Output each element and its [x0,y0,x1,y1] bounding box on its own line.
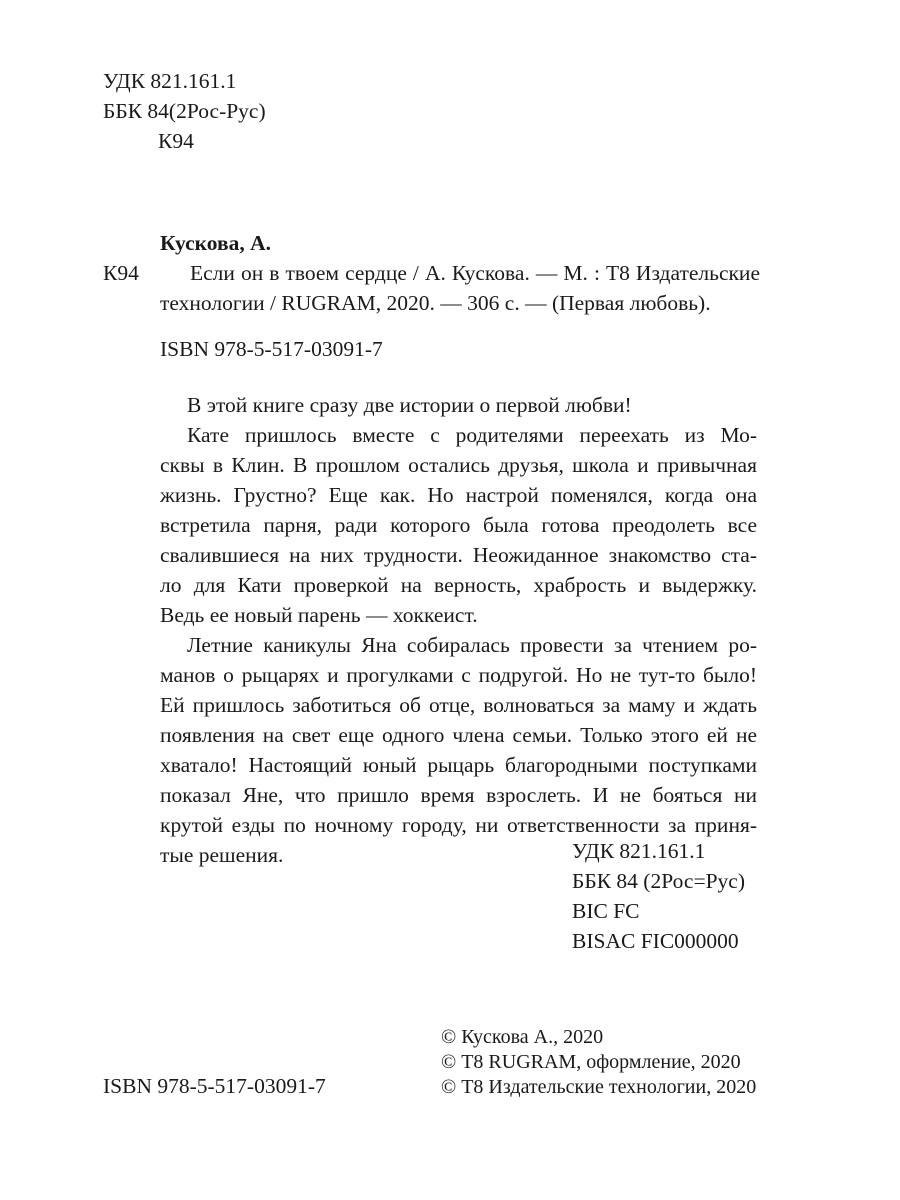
copyright-line: © Т8 Издательские технологии, 2020 [441,1076,757,1098]
bib-line: Если он в твоем сердце / А. Кускова. — М. : Т8 Издательские [190,261,760,285]
annotation [160,390,757,870]
annotation-line: тые решения. [160,843,284,867]
footer-bic: BIC FC [572,899,640,923]
annotation-line: Ведь ее новый парень — хоккеист. [160,603,478,627]
annotation-line: сквы в Клин. В прошлом остались друзья, школа и привычная [160,453,757,477]
classification-block [103,66,266,156]
annotation-line: свалившиеся на них трудности. Неожиданное знакомство ста- [160,543,757,567]
bbk-code: ББК 84(2Рос-Рус) [103,99,266,123]
udk-code: УДК 821.161.1 [103,69,237,93]
annotation-line: ло для Кати проверкой на верность, храбрость и выдержку. [160,573,757,597]
annotation-line: манов о рыцарях и прогулками с подругой. Но не тут-то было! [160,663,757,687]
annotation-line: жизнь. Грустно? Еще как. Но настрой поменялся, когда она [160,483,757,507]
bib-line: технологии / RUGRAM, 2020. — 306 с. — (Первая любовь). [160,291,711,315]
footer-codes [572,836,745,956]
annotation-line: встретила парня, ради которого была готова преодолеть все [160,513,757,537]
annotation-line: появления на свет еще одного члена семьи. Только этого ей не [160,723,757,747]
annotation-line: Кате пришлось вместе с родителями переехать из Мо- [187,423,757,447]
isbn-footer: ISBN 978-5-517-03091-7 [103,1074,326,1098]
footer-bisac: BISAC FIC000000 [572,929,739,953]
annotation-line: Ей пришлось заботиться об отце, волноваться за маму и ждать [160,693,757,717]
cutter-code: К94 [158,129,194,153]
footer-udk: УДК 821.161.1 [572,839,706,863]
annotation-line: крутой езды по ночному городу, ни ответственности за приня- [160,813,757,837]
annotation-line: показал Яне, что пришло время взрослеть. И не бояться ни [160,783,757,807]
copyright-line: © Кускова А., 2020 [441,1026,604,1048]
bibliographic-description [160,258,760,318]
isbn-main: ISBN 978-5-517-03091-7 [160,337,383,361]
cutter-mark: К94 [103,261,139,285]
copyright-line: © Т8 RUGRAM, оформление, 2020 [441,1051,741,1073]
annotation-line: хватало! Настоящий юный рыцарь благородными поступками [160,753,757,777]
annotation-line: Летние каникулы Яна собиралась провести за чтением ро- [187,633,757,657]
annotation-line: В этой книге сразу две истории о первой любви! [187,393,632,417]
author-heading: Кускова, А. [160,231,272,255]
footer-bbk: ББК 84 (2Рос=Рус) [572,869,745,893]
copyright-block [441,1025,756,1100]
